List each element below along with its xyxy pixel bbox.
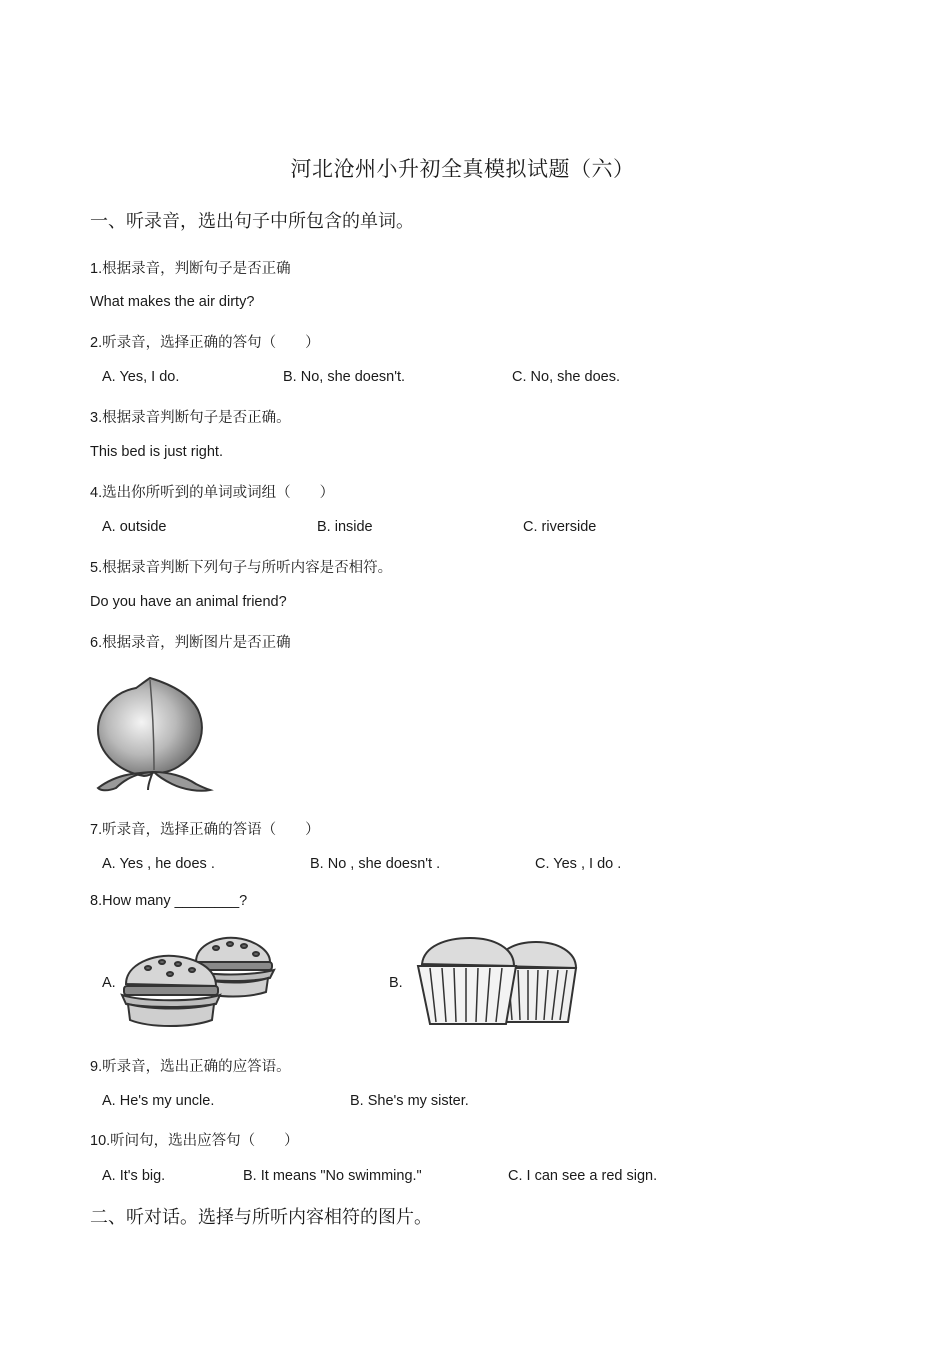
q1-prompt: 1.根据录音，判断句子是否正确 (90, 261, 291, 277)
q4-option-b[interactable]: B. inside (317, 519, 373, 535)
q3-sentence: This bed is just right. (90, 444, 223, 460)
q3-prompt: 3.根据录音判断句子是否正确。 (90, 410, 291, 426)
q5-prompt: 5.根据录音判断下列句子与所听内容是否相符。 (90, 560, 393, 576)
hamburgers-icon (120, 932, 278, 1032)
q7-option-a[interactable]: A. Yes , he does . (102, 856, 215, 872)
q9-option-b[interactable]: B. She's my sister. (350, 1093, 469, 1109)
q2-option-a[interactable]: A. Yes, I do. (102, 369, 180, 385)
q7-prompt: 7.听录音，选择正确的答语（ ） (90, 822, 320, 838)
q9-option-a[interactable]: A. He's my uncle. (102, 1093, 215, 1109)
q8-option-b[interactable]: B. (389, 975, 403, 991)
q10-option-c[interactable]: C. I can see a red sign. (508, 1168, 658, 1184)
q6-prompt: 6.根据录音，判断图片是否正确 (90, 635, 291, 651)
q7-option-c[interactable]: C. Yes , I do . (535, 856, 622, 872)
q8-option-a[interactable]: A. (102, 975, 116, 991)
q5-sentence: Do you have an animal friend? (90, 594, 287, 610)
q4-option-a[interactable]: A. outside (102, 519, 167, 535)
q10-option-b[interactable]: B. It means "No swimming." (243, 1168, 422, 1184)
q4-prompt: 4.选出你所听到的单词或词组（ ） (90, 485, 335, 501)
q7-option-b[interactable]: B. No , she doesn't . (310, 856, 441, 872)
q4-option-c[interactable]: C. riverside (523, 519, 597, 535)
q2-option-c[interactable]: C. No, she does. (512, 369, 620, 385)
q10-option-a[interactable]: A. It's big. (102, 1168, 166, 1184)
q2-option-b[interactable]: B. No, she doesn't. (283, 369, 406, 385)
q8-prompt: 8.How many ________? (90, 893, 248, 909)
q2-prompt: 2.听录音，选择正确的答句（ ） (90, 335, 320, 351)
q1-sentence: What makes the air dirty? (90, 294, 255, 310)
cupcakes-icon (412, 936, 582, 1028)
q9-prompt: 9.听录音，选出正确的应答语。 (90, 1059, 291, 1075)
peach-icon (92, 672, 216, 796)
page-title: 河北沧州小升初全真模拟试题（六） (290, 158, 635, 181)
q10-prompt: 10.听问句，选出应答句（ ） (90, 1133, 299, 1149)
section-1-heading: 一、听录音，选出句子中所包含的单词。 (90, 211, 414, 231)
section-2-heading: 二、听对话。选择与所听内容相符的图片。 (90, 1207, 432, 1227)
